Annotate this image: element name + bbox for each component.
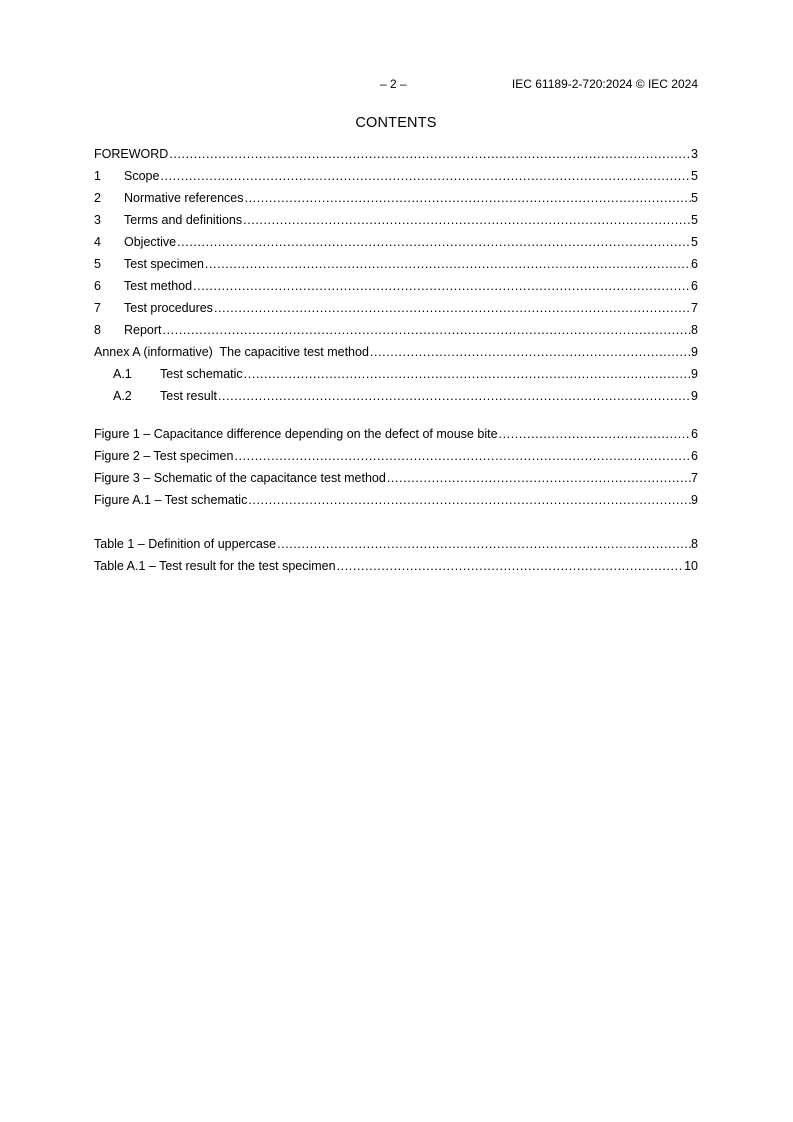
toc-entry-objective[interactable] [94,231,698,253]
toc-entry-label: Test schematic [160,367,243,381]
toc-entry-terms-and-definitions[interactable] [94,209,698,231]
leader-dots [168,143,691,165]
toc-entry-label: Table A.1 – Test result for the test specimen [94,559,336,573]
leader-dots [204,253,691,275]
toc-entry-page: 7 [691,301,698,315]
toc-entry-figure-a1[interactable] [94,489,698,511]
leader-dots [233,445,691,467]
leader-dots [243,363,691,385]
leader-dots [244,187,692,209]
toc-entry-test-specimen[interactable] [94,253,698,275]
page-header [94,76,698,92]
toc-entry-report[interactable] [94,319,698,341]
toc-tables-section [94,533,698,577]
leader-dots [336,555,685,577]
toc-entry-page: 10 [684,559,698,573]
toc-entry-test-method[interactable] [94,275,698,297]
toc-entry-test-procedures[interactable] [94,297,698,319]
leader-dots [242,209,691,231]
toc-entry-label: Test method [124,279,193,293]
toc-entry-page: 6 [691,279,698,293]
toc-entry-a1-test-schematic[interactable] [94,363,698,385]
toc-entry-table-1[interactable] [94,533,698,555]
toc-entry-label: Figure 1 – Capacitance difference depending on the defect of mouse bite [94,427,498,441]
toc-entry-page: 9 [691,367,698,381]
leader-dots [213,297,691,319]
toc-entry-a2-test-result[interactable] [94,385,698,407]
leader-dots [159,165,691,187]
toc-entry-label: Figure 3 – Schematic of the capacitance test method [94,471,386,485]
toc-entry-page: 3 [691,147,698,161]
toc-entry-page: 5 [691,191,698,205]
toc-entry-label: Report [124,323,162,337]
toc-entry-number: 3 [94,213,101,227]
leader-dots [498,423,692,445]
document-id: IEC 61189-2-720:2024 © IEC 2024 [511,77,698,91]
toc-entry-figure-2[interactable] [94,445,698,467]
toc-entry-foreword[interactable] [94,143,698,165]
leader-dots [176,231,691,253]
toc-entry-label: Test procedures [124,301,213,315]
toc-entry-number: 2 [94,191,101,205]
leader-dots [162,319,692,341]
toc-entry-page: 6 [691,427,698,441]
toc-entry-label: Test result [160,389,217,403]
page-number: – 2 – [380,77,407,91]
toc-entry-figure-1[interactable] [94,423,698,445]
toc-entry-annex-a[interactable] [94,341,698,363]
toc-entry-label: Table 1 – Definition of uppercase [94,537,277,551]
toc-entry-label: Test specimen [124,257,204,271]
toc-entry-page: 5 [691,213,698,227]
toc-entry-label: Figure 2 – Test specimen [94,449,234,463]
leader-dots [276,533,691,555]
toc-entry-page: 8 [691,323,698,337]
toc-entry-label: Terms and definitions [124,213,243,227]
toc-entry-number: 5 [94,257,101,271]
toc-entry-page: 5 [691,235,698,249]
toc-entry-label: Normative references [124,191,244,205]
toc-entry-page: 9 [691,345,698,359]
toc-entry-label: Scope [124,169,160,183]
toc-entry-page: 7 [691,471,698,485]
leader-dots [217,385,691,407]
toc-entry-scope[interactable] [94,165,698,187]
toc-entry-table-a1[interactable] [94,555,698,577]
toc-entry-figure-3[interactable] [94,467,698,489]
toc-entry-page: 9 [691,389,698,403]
toc-entry-number: 4 [94,235,101,249]
toc-entry-label: Figure A.1 – Test schematic [94,493,248,507]
toc-entry-number: 7 [94,301,101,315]
toc-entry-page: 8 [691,537,698,551]
leader-dots [386,467,691,489]
toc-entry-number: 6 [94,279,101,293]
toc-entry-number: 1 [94,169,101,183]
toc-entry-normative-references[interactable] [94,187,698,209]
contents-title: CONTENTS [355,115,437,131]
toc-entry-number: A.1 [113,367,132,381]
toc-entry-page: 6 [691,449,698,463]
toc-entry-label: Objective [124,235,177,249]
toc-figures-section [94,423,698,511]
toc-entry-label: Annex A (informative) The capacitive test method [94,345,369,359]
leader-dots [369,341,691,363]
toc-entry-number: 8 [94,323,101,337]
leader-dots [192,275,691,297]
toc-entry-page: 9 [691,493,698,507]
toc-entry-number: A.2 [113,389,132,403]
toc-main-section [94,143,698,407]
toc-entry-label: FOREWORD [94,147,169,161]
toc-entry-page: 5 [691,169,698,183]
leader-dots [247,489,691,511]
toc-entry-page: 6 [691,257,698,271]
